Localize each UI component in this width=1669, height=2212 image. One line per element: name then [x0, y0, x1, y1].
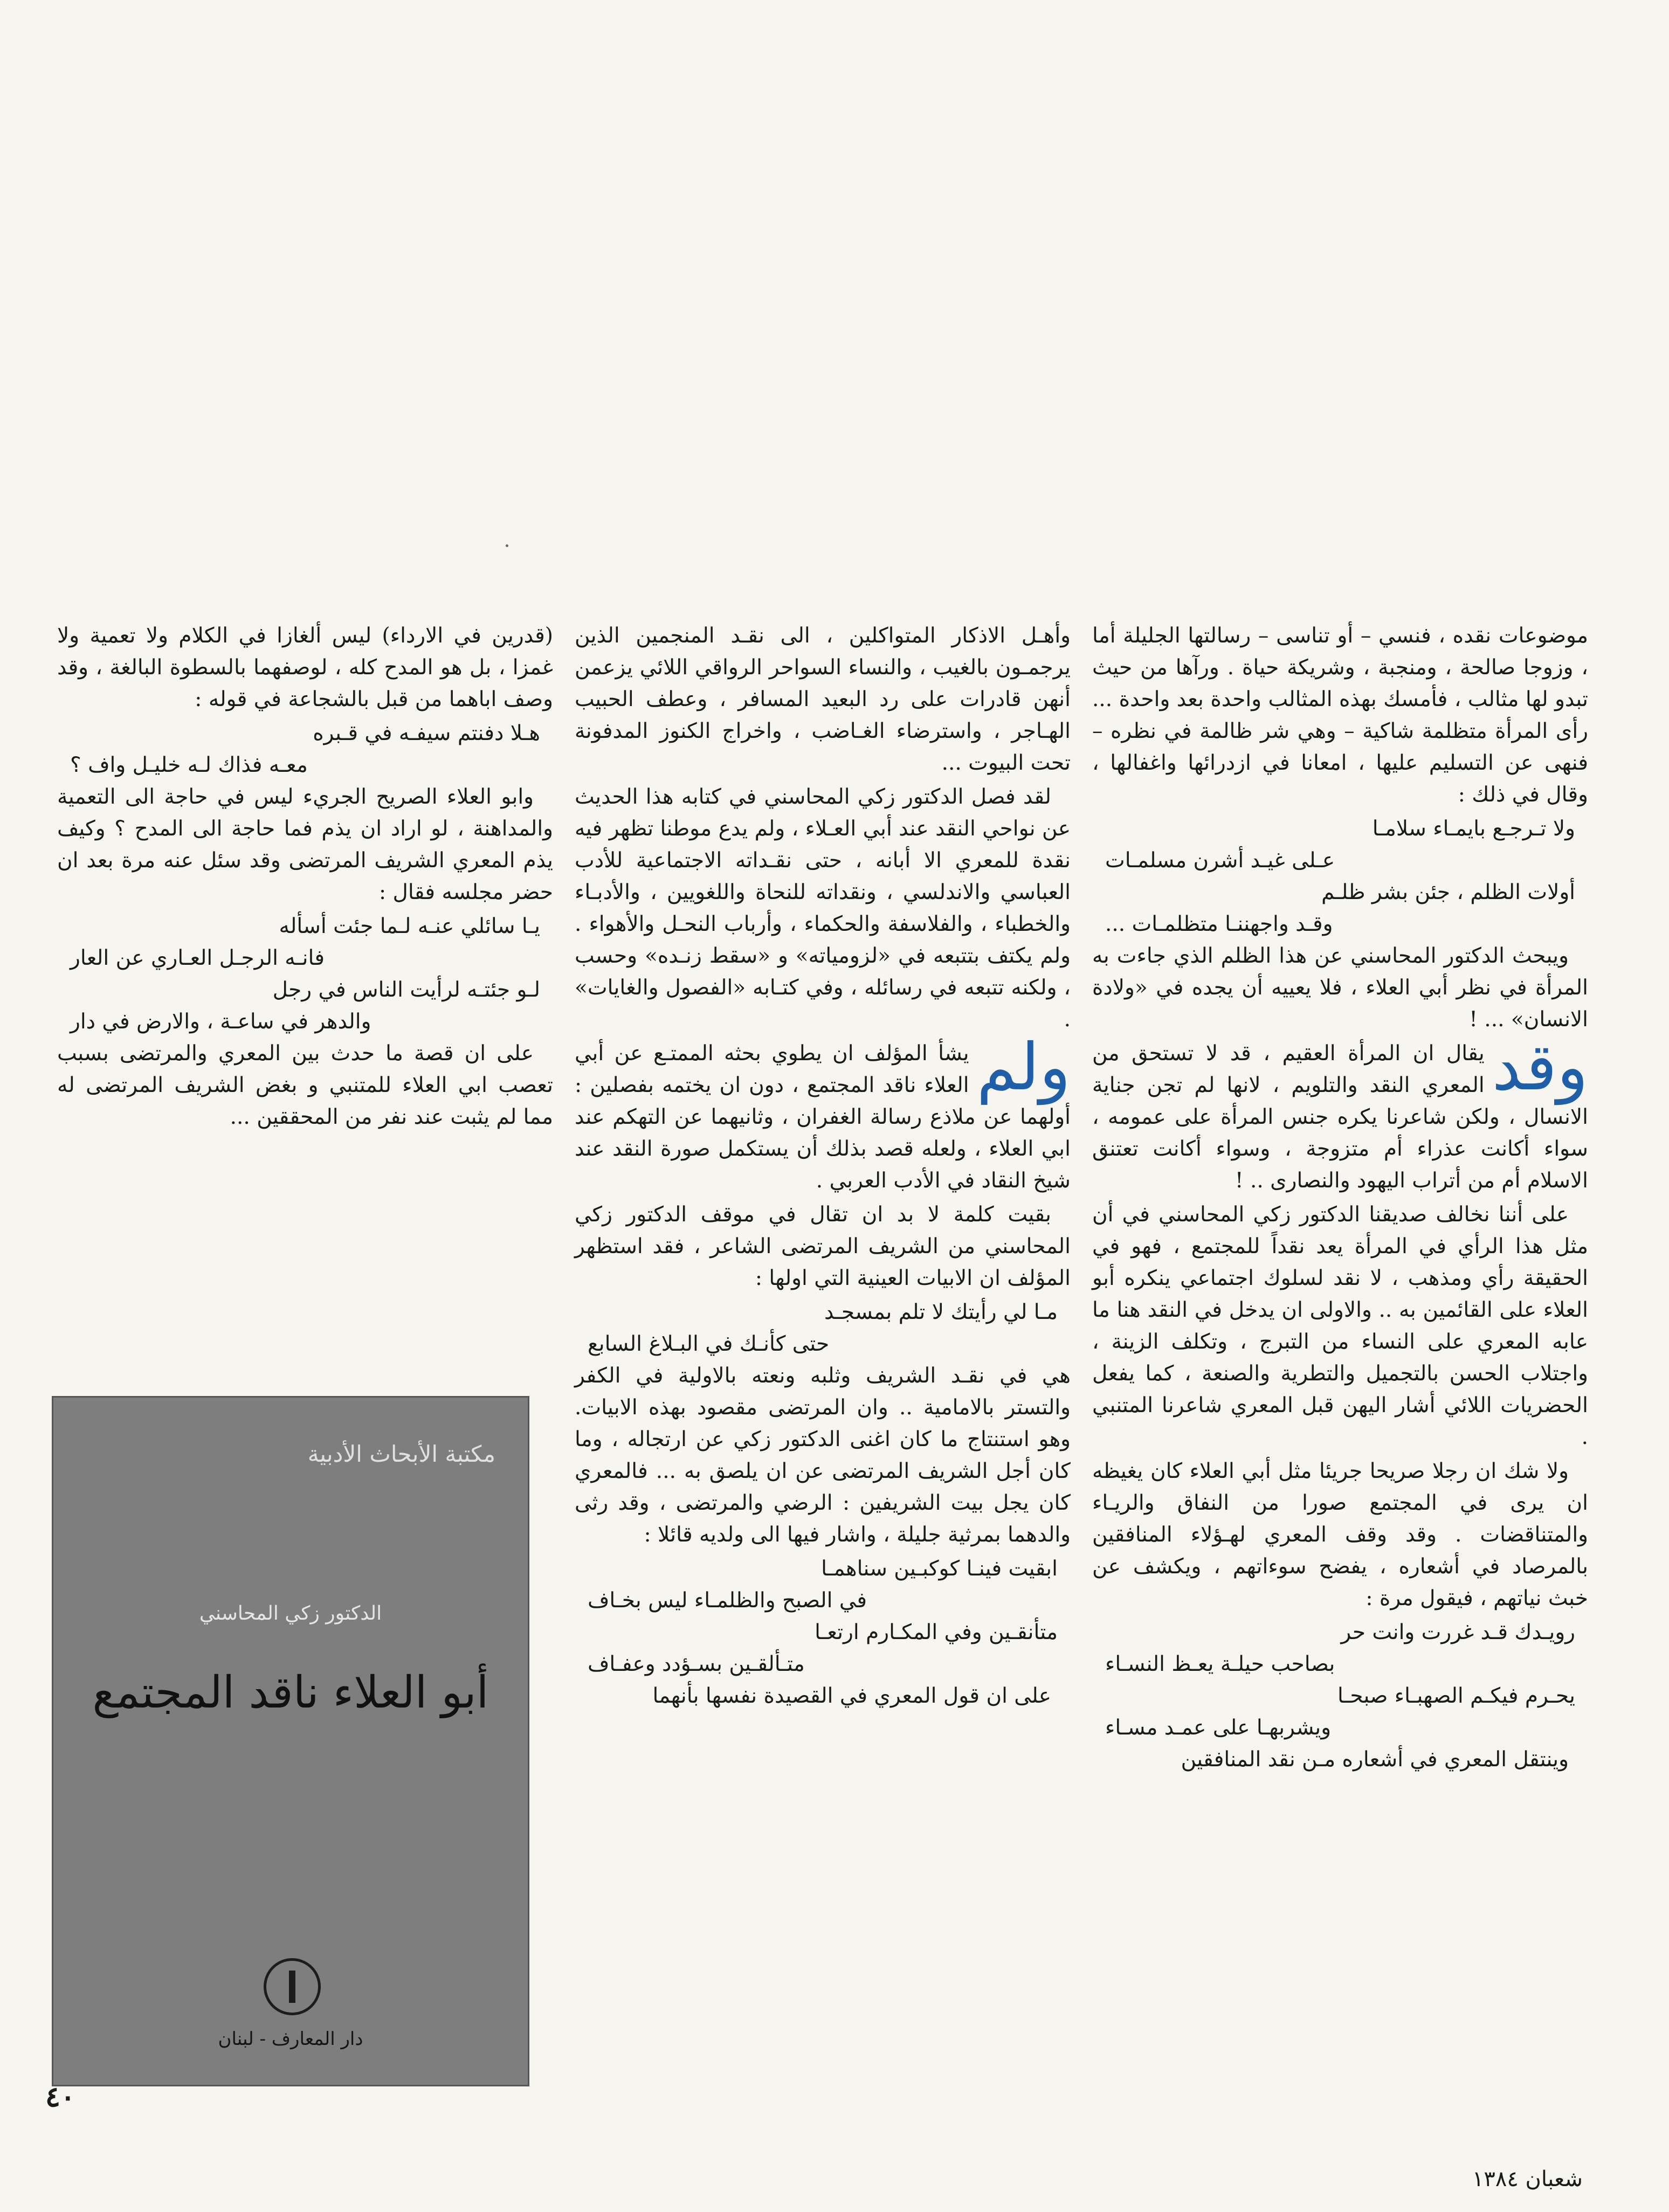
cover-author: الدكتور زكي المحاسني	[199, 1602, 382, 1625]
verse-line: معـه فذاك لـه خليـل واف ؟	[70, 753, 308, 777]
paragraph: وينتقل المعري في أشعاره مـن نقد المنافقين	[1181, 1747, 1569, 1772]
paragraph-with-dropcap	[1092, 1030, 1588, 1197]
verse-line: والدهر في ساعـة ، والارض في دار	[70, 1010, 371, 1034]
verse-line: لـو جئتـه لرأيت الناس في رجل	[272, 978, 540, 1002]
verse-line: حتى كأنـك في البـلاغ السابع	[588, 1332, 830, 1356]
text-column-left	[57, 620, 553, 1135]
paragraph: (قدرين في الارداء) ليس ألغازا في الكلام ولا تعمية ولا غمزا ، بل هو المدح كله ، لوصفهما بالسطوة البالغة ، وقد وصف اباهما من قبل بالشجاعة في قوله :	[57, 624, 553, 711]
publisher-emblem-icon	[264, 1958, 321, 2015]
paragraph: على أننا نخالف صديقنا الدكتور زكي المحاسني في أن مثل هذا الرأي في المرأة يعد نقداً للمجتمع ، فهو في الحقيقة رأي ومذهب ، لا نقد لسلوك اجتماعي ينكره أبو العلاء على القائمين به .. والاولى ان يدخل في النقد هنا ما عابه المعري على النساء من التبرج ، وتكلف الزينة ، واجتلاب الحسن بالتجميل والتطرية والصنعة ، كما يفعل الحضريات اللائي أشار اليهن قبل المعري شاعرنا المتنبي .	[1092, 1202, 1588, 1449]
verse-line: ولا تـرجـع بايمـاء سلامـا	[1372, 817, 1575, 841]
verse-line: هـلا دفنتم سيفـه في قـبره	[313, 721, 540, 745]
paragraph: بقيت كلمة لا بد ان تقال في موقف الدكتور زكي المحاسني من الشريف المرتضى الشاعر ، فقد استظهر المؤلف ان الابيات العينية التي اولها :	[575, 1202, 1071, 1290]
cover-book-title: أبو العلاء ناقد المجتمع	[92, 1667, 489, 1718]
issue-date: شعبان ١٣٨٤	[1472, 2167, 1583, 2192]
page-number: ٤٠	[45, 2080, 75, 2113]
print-speck	[506, 544, 508, 547]
paragraph-with-dropcap	[575, 1030, 1071, 1197]
verse-line: مـا لي رأيتك لا تلم بمسجـد	[824, 1300, 1058, 1324]
dropcap: وقد	[1492, 1030, 1588, 1105]
verse-line: بصاحب حيلـة يعـظ النسـاء	[1105, 1652, 1335, 1676]
paragraph: لقد فصل الدكتور زكي المحاسني في كتابه هذا الحديث عن نواحي النقد عند أبي العـلاء ، ولم يدع موطنا تظهر فيه نقدة للمعري الا أبانه ، حتى نقـداته الاجتماعية للأدب العباسي والاندلسي ، ونقداته للنحاة واللغويين ، والأدبـاء والخطباء ، والفلاسفة والحكماء ، وأرباب النحـل والأهواء . ولم يكتف بتتبعه في «لزومياته» و «سقط زنـده» وحسب ، ولكنه تتبعه في رسائله ، وفي كتـابه «الفصول والغايات» .	[575, 785, 1071, 1032]
paragraph: على ان قصة ما حدث بين المعري والمرتضى بسبب تعصب ابي العلاء للمتنبي و بغض الشريف المرتضى له مما لم يثبت عند نفر من المحققين ...	[57, 1041, 553, 1129]
verse-line: يـا سائلي عنـه لـما جئت أسأله	[279, 914, 540, 938]
paragraph-text: يقال ان المرأة العقيم ، قد لا تستحق من المعري النقد والتلويم ، لانها لم تجن جناية الانسال ، ولكن شاعرنا يكره جنس المرأة على عمومه ، سواء أكانت عذراء أم متزوجة ، وسواء أكانت تعتنق الاسلام أم من أتراب اليهود والنصارى .. !	[1092, 1041, 1588, 1193]
paragraph: ولا شك ان رجلا صريحا جريئا مثل أبي العلاء كان يغيظه ان يرى في المجتمع صورا من النفاق والريـاء والمتناقضات . وقد وقف المعري لهـؤلاء المنافقين بالمرصاد في أشعاره ، يفضح سوءاتهم ، ويكشف عن خبث نياتهم ، فيقول مرة :	[1092, 1459, 1588, 1610]
paragraph: وأهـل الاذكار المتواكلين ، الى نقـد المنجمين الذين يرجمـون بالغيب ، والنساء السواحر الرواقي اللائي يزعمن أنهن قادرات على رد البعيد المسافر ، وعطف الحبيب الهـاجر ، واسترضاء الغـاضب ، واخراج الكنوز المدفونة تحت البيوت ...	[575, 624, 1071, 775]
cover-series-title: مكتبة الأبحاث الأدبية	[307, 1441, 495, 1467]
verse-line: ويشربهـا على عمـد مسـاء	[1105, 1716, 1332, 1740]
paragraph: هي في نقـد الشريف وثلبه ونعته بالاولية في الكفر والتستر بالامامية .. وان المرتضى مقصود بهذه الابيات. وهو استنتاج ما كان اغنى الدكتور زكي عن ارتجاله ، وما كان أجل الشريف المرتضى عن ان يلصق به ... فالمعري كان يجل بيت الشريفين : الرضي والمرتضى ، وقد رثى والدهما بمرثية جليلة ، واشار فيها الى ولديه قائلا :	[575, 1364, 1071, 1547]
paragraph: وابو العلاء الصريح الجريء ليس في حاجة الى التعمية والمداهنة ، لو اراد ان يذم فما حاجة الى المدح ؟ وكيف يذم المعري الشريف المرتضى وقد سئل عنه مرة بعد ان حضر مجلسه فقال :	[57, 785, 553, 904]
book-cover-image	[52, 1396, 529, 2086]
paragraph: ويبحث الدكتور المحاسني عن هذا الظلم الذي جاءت به المرأة في نظر أبي العلاء ، فلا يعييه أن يجده في «ولادة الانسان» ... !	[1092, 944, 1588, 1032]
paragraph-text: يشأ المؤلف ان يطوي بحثه الممتـع عن أبي العلاء ناقد المجتمع ، دون ان يختمه بفصلين : أولهما عن ملاذع رسالة الغفران ، وثانيهما عن التهكم عند ابي العلاء ، ولعله قصد بذلك أن يستكمل صورة النقد عند شيخ النقاد في الأدب العربي .	[575, 1041, 1071, 1193]
verse-line: في الصبح والظلمـاء ليس بخـاف	[588, 1588, 867, 1613]
verse-line: متأنقـين وفي المكـارم ارتعـا	[815, 1620, 1058, 1644]
text-column-right	[1092, 620, 1588, 1778]
verse-line: فانـه الرجـل العـاري عن العار	[70, 946, 325, 970]
verse-line: متـألقـين بسـؤدد وعفـاف	[588, 1652, 805, 1676]
paragraph: على ان قول المعري في القصيدة نفسها بأنهما	[652, 1684, 1051, 1708]
verse-line: رويـدك قـد غررت وانت حر	[1341, 1620, 1575, 1644]
text-column-middle	[575, 620, 1071, 1714]
verse-line: ابقيت فينـا كوكبـين سناهمـا	[821, 1557, 1058, 1581]
verse-line: يحـرم فيكـم الصهبـاء صبحـا	[1337, 1684, 1575, 1708]
verse-line: أولات الظلم ، جئن بشر ظلـم	[1321, 880, 1575, 904]
verse-line: عـلى غيـد أشرن مسلمـات	[1105, 848, 1335, 873]
paragraph: موضوعات نقده ، فنسي – أو تناسى – رسالتها الجليلة أما ، وزوجا صالحة ، ومنجبة ، وشريكة حياة . ورآها من حيث تبدو لها مثالب ، فأمسك بهذه المثالب واحدة بعد واحدة ... رأى المرأة متظلمة شاكية – وهي شر ظالمة في نظره – فنهى عن التسليم عليها ، امعانا في ازدرائها واغفالها ، وقال في ذلك :	[1092, 624, 1588, 807]
dropcap: ولم	[976, 1030, 1071, 1105]
cover-publisher: دار المعارف - لبنان	[218, 2028, 363, 2050]
verse-line: وقـد واجهننـا متظلمـات ...	[1105, 912, 1333, 936]
